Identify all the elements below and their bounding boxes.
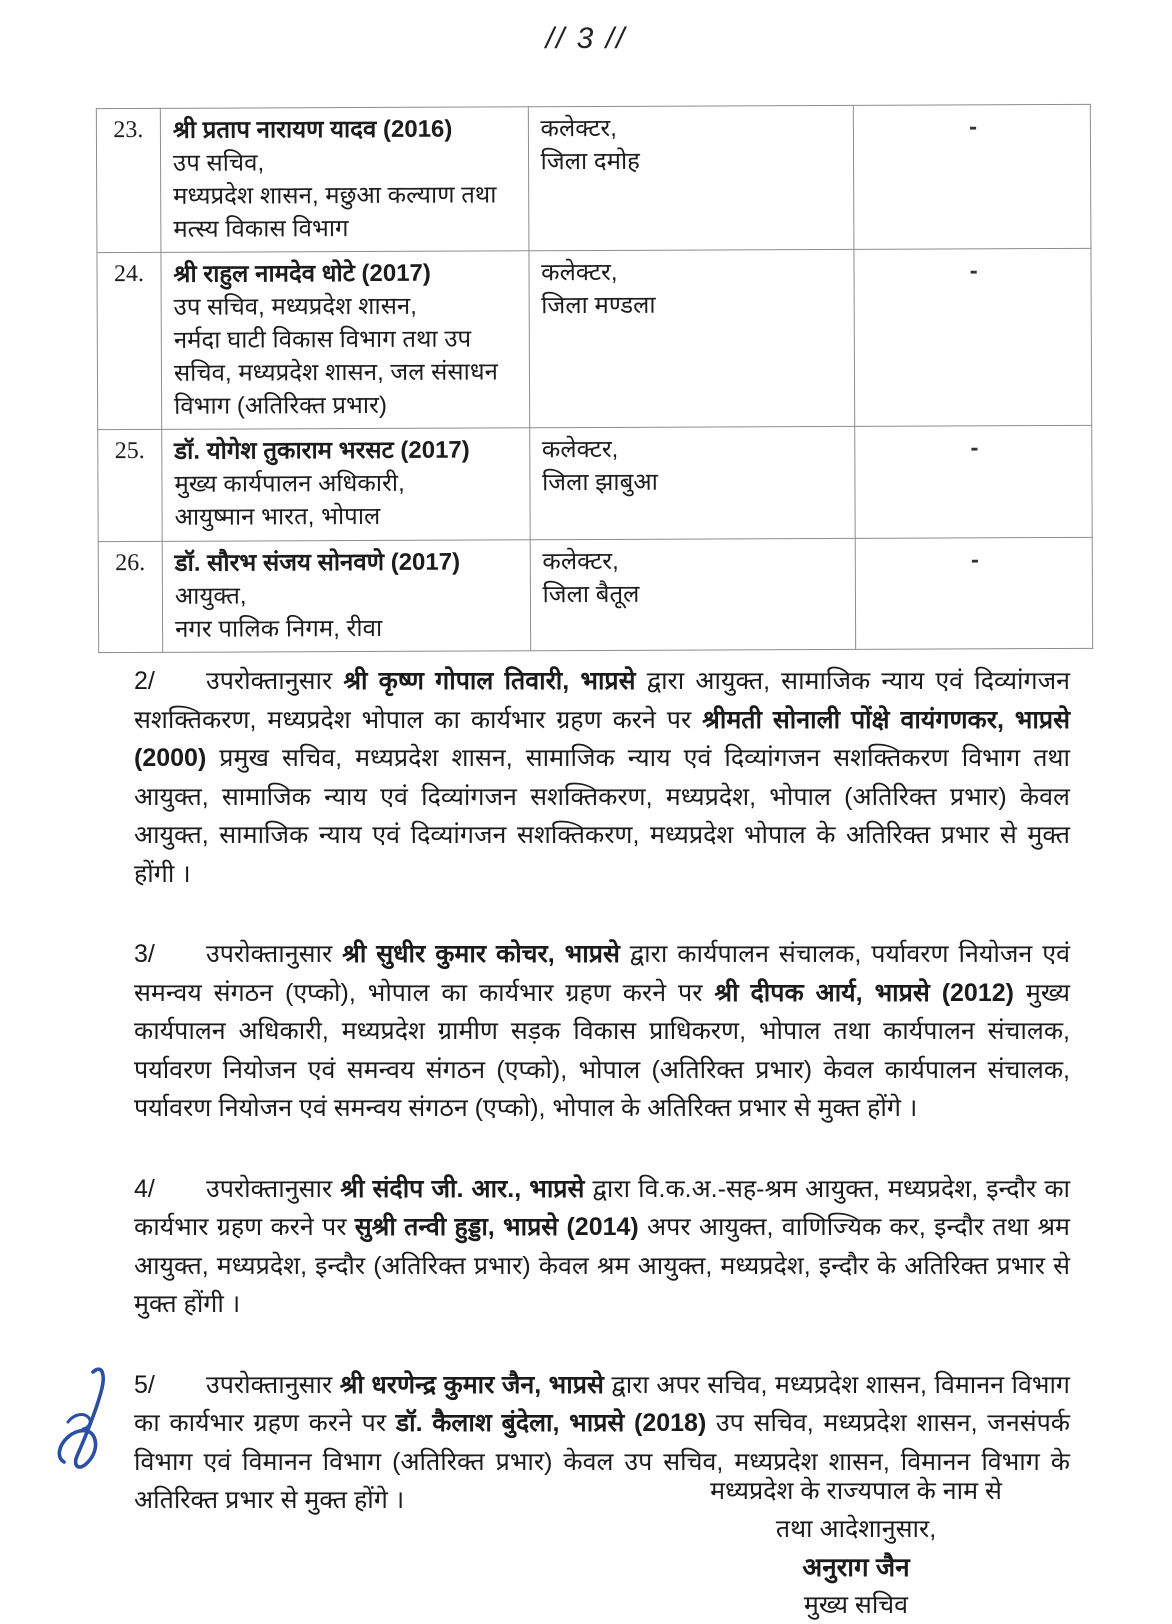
signatory-name: अनुराग जैन xyxy=(802,1552,910,1582)
posting: कलेक्टर, जिला मण्डला xyxy=(541,258,656,320)
officer-cell xyxy=(161,251,529,430)
officer-transfer-table xyxy=(96,104,1093,653)
officer-name: डॉ. सौरभ संजय सोनवणे (2017) xyxy=(174,548,461,577)
serial-number: 25. xyxy=(114,437,145,465)
paragraph-3-number: 3/ xyxy=(134,940,155,968)
posting-cell xyxy=(529,249,855,427)
paragraph-3 xyxy=(134,935,1070,1128)
serial-number-cell xyxy=(96,108,161,252)
ink-signature-mark xyxy=(46,1362,118,1480)
signatory-title: मुख्य सचिव xyxy=(803,1591,909,1619)
remark-cell xyxy=(855,425,1092,538)
table-row xyxy=(97,248,1092,429)
paragraph-5-text: उपरोक्तानुसार श्री धरणेन्द्र कुमार जैन, भाप्रसे द्वारा अपर सचिव, मध्यप्रदेश शासन, विमानन विभाग का कार्यभार ग्रहण करने पर डॉ. कैलाश बुंदेला, भाप्रसे (2018) उप सचिव, मध्यप्रदेश शासन, जनसंपर्क विभाग एवं विमानन विभाग (अतिरिक्त प्रभार) केवल उप सचिव, मध्यप्रदेश शासन, विमानन विभाग के अतिरिक्त प्रभार से मुक्त होंगे । xyxy=(134,1370,1071,1514)
officer-name: डॉ. योगेश तुकाराम भरसट (2017) xyxy=(174,436,470,465)
paragraph-5-number: 5/ xyxy=(134,1370,155,1399)
remark-dash: - xyxy=(970,546,979,574)
table-row xyxy=(98,537,1092,652)
officer-name: श्री प्रताप नारायण यादव (2016) xyxy=(172,115,453,144)
serial-number: 23. xyxy=(113,116,144,144)
officer-cell xyxy=(160,107,528,253)
paragraph-4-number: 4/ xyxy=(134,1174,155,1203)
serial-number-cell xyxy=(98,541,162,652)
paragraph-4-text: उपरोक्तानुसार श्री संदीप जी. आर., भाप्रसे द्वारा वि.क.अ.-सह-श्रम आयुक्त, मध्यप्रदेश, इन्दौर का कार्यभार ग्रहण करने पर सुश्री तन्वी हुड्डा, भाप्रसे (2014) अपर आयुक्त, वाणिज्यिक कर, इन्दौर तथा श्रम आयुक्त, मध्यप्रदेश, इन्दौर (अतिरिक्त प्रभार) केवल श्रम आयुक्त, मध्यप्रदेश, इन्दौर के अतिरिक्त प्रभार से मुक्त होंगी । xyxy=(134,1174,1071,1318)
signature-order-line: तथा आदेशानुसार, xyxy=(775,1515,937,1543)
remark-cell xyxy=(855,537,1092,649)
paragraph-3-text: उपरोक्तानुसार श्री सुधीर कुमार कोचर, भाप्रसे द्वारा कार्यपालन संचालक, पर्यावरण नियोजन एवं समन्वय संगठन (एप्को), भोपाल का कार्यभार ग्रहण करने पर श्री दीपक आर्य, भाप्रसे (2012) मुख्य कार्यपालन अधिकारी, मध्यप्रदेश ग्रामीण सड़क विकास प्राधिकरण, भोपाल तथा कार्यपालन संचालक, पर्यावरण नियोजन एवं समन्वय संगठन (एप्को), भोपाल (अतिरिक्त प्रभार) केवल कार्यपालन संचालक, पर्यावरण नियोजन एवं समन्वय संगठन (एप्को), भोपाल के अतिरिक्त प्रभार से मुक्त होंगे । xyxy=(134,940,1070,1122)
paragraph-2-number: 2/ xyxy=(134,667,155,695)
serial-number: 26. xyxy=(115,549,146,577)
remark-cell xyxy=(854,248,1092,426)
serial-number-cell xyxy=(97,252,162,429)
posting: कलेक्टर, जिला बैतूल xyxy=(542,547,640,609)
serial-number: 24. xyxy=(113,260,145,288)
page-number: // 3 // xyxy=(545,22,627,55)
serial-number-cell xyxy=(98,429,162,541)
body-paragraphs xyxy=(134,662,1070,1562)
paragraph-2-text: उपरोक्तानुसार श्री कृष्ण गोपाल तिवारी, भाप्रसे द्वारा आयुक्त, सामाजिक न्याय एवं दिव्यांगजन सशक्तिकरण, मध्यप्रदेश भोपाल का कार्यभार ग्रहण करने पर श्रीमती सोनाली पोंक्षे वायंगणकर, भाप्रसे (2000) प्रमुख सचिव, मध्यप्रदेश शासन, सामाजिक न्याय एवं दिव्यांगजन सशक्तिकरण विभाग तथा आयुक्त, सामाजिक न्याय एवं दिव्यांगजन सशक्तिकरण, मध्यप्रदेश, भोपाल (अतिरिक्त प्रभार) केवल आयुक्त, सामाजिक न्याय एवं दिव्यांगजन सशक्तिकरण, मध्यप्रदेश भोपाल के अतिरिक्त प्रभार से मुक्त होंगी । xyxy=(134,667,1070,888)
signature-block xyxy=(636,1472,1076,1624)
table-row xyxy=(96,104,1091,252)
remark-cell xyxy=(854,104,1091,249)
posting-cell xyxy=(528,105,854,250)
posting-cell xyxy=(530,538,856,650)
table-row xyxy=(98,425,1092,541)
paragraph-2 xyxy=(134,662,1070,893)
posting: कलेक्टर, जिला झाबुआ xyxy=(541,435,658,497)
officer-designation: आयुक्त, नगर पालिक निगम, रीवा xyxy=(174,582,383,643)
officer-designation: मुख्य कार्यपालन अधिकारी, आयुष्मान भारत, भोपाल xyxy=(174,469,405,531)
officer-table-body xyxy=(96,104,1092,652)
posting: कलेक्टर, जिला दमोह xyxy=(540,114,640,176)
officer-cell xyxy=(162,540,530,653)
officer-cell xyxy=(162,428,530,542)
officer-designation: उप सचिव, मध्यप्रदेश शासन, नर्मदा घाटी विकास विभाग तथा उप सचिव, मध्यप्रदेश शासन, जल संसाधन विभाग (अतिरिक्त प्रभार) xyxy=(173,292,498,420)
officer-name: श्री राहुल नामदेव धोटे (2017) xyxy=(173,259,431,288)
officer-designation: उप सचिव, मध्यप्रदेश शासन, मछुआ कल्याण तथा मत्स्य विकास विभाग xyxy=(172,149,497,243)
signature-authority-line: मध्यप्रदेश के राज्यपाल के नाम से xyxy=(710,1477,1002,1505)
remark-dash: - xyxy=(969,257,978,285)
remark-dash: - xyxy=(970,434,979,462)
paragraph-4 xyxy=(134,1170,1070,1324)
remark-dash: - xyxy=(968,113,978,141)
posting-cell xyxy=(529,426,855,539)
